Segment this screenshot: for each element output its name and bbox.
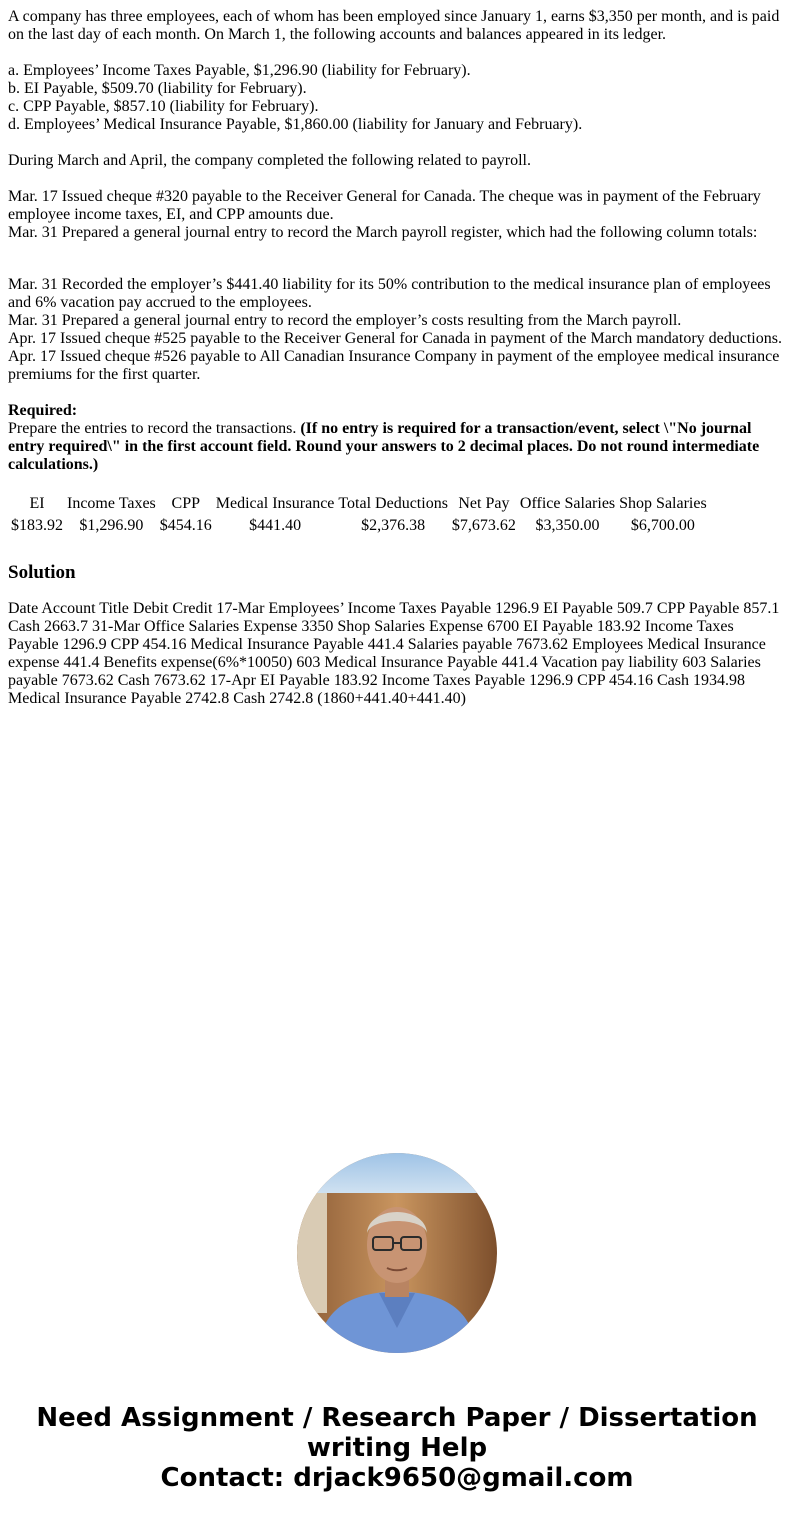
table-cell: $6,700.00 <box>630 517 695 534</box>
column-header: Income Taxes <box>67 495 156 512</box>
column-header: Total Deductions <box>338 495 448 512</box>
question-document <box>8 8 786 708</box>
ledger-account-item: b. EI Payable, $509.70 (liability for February). <box>8 80 307 97</box>
promo-line: writing Help <box>306 1433 488 1463</box>
ledger-accounts-list <box>8 62 786 134</box>
table-cell: $7,673.62 <box>451 517 516 534</box>
required-text: Prepare the entries to record the transactions. <box>8 420 301 437</box>
table-cell: $1,296.90 <box>79 517 144 534</box>
table-cell: $2,376.38 <box>361 517 426 534</box>
payroll-totals-table <box>8 492 710 538</box>
transaction-item: Apr. 17 Issued cheque #525 payable to the Receiver General for Canada in payment of the March mandatory deductions. <box>8 330 782 347</box>
required-heading: Required: <box>8 402 78 419</box>
required-instructions <box>8 420 786 474</box>
transaction-item: Mar. 31 Recorded the employer’s $441.40 liability for its 50% contribution to the medical insurance plan of employees and 6% vacation pay accrued to the employees. <box>8 276 771 311</box>
ledger-account-item: a. Employees’ Income Taxes Payable, $1,296.90 (liability for February). <box>8 62 471 79</box>
required-section <box>8 402 786 474</box>
solution-text: Date Account Title Debit Credit 17-Mar Employees’ Income Taxes Payable 1296.9 EI Payable 509.7 CPP Payable 857.1 Cash 2663.7 31-Mar Office Salaries Expense 3350 Shop Salaries Expense 6700 EI Payable 183.92 Income Taxes Payable 1296.9 CPP 454.16 Medical Insurance Payable 441.4 Salaries payable 7673.62 Employees Medical Insurance expense 441.4 Benefits expense(6%*10050) 603 Medical Insurance Payable 441.4 Vacation pay liability 603 Salaries payable 7673.62 Cash 7673.62 17-Apr EI Payable 183.92 Income Taxes Payable 1296.9 CPP 454.16 Cash 1934.98 Medical Insurance Payable 2742.8 Cash 2742.8 (1860+441.40+441.40) <box>8 600 780 707</box>
column-header: Medical Insurance <box>215 495 335 512</box>
author-avatar <box>297 1153 497 1353</box>
table-cell: $3,350.00 <box>535 517 600 534</box>
column-header: Shop Salaries <box>619 495 707 512</box>
table-cell: $183.92 <box>11 517 63 534</box>
promo-line: Need Assignment / Research Paper / Dissertation <box>36 1403 758 1433</box>
table-row <box>10 516 708 536</box>
transactions-list-second <box>8 276 786 384</box>
person-photo-icon <box>297 1153 497 1353</box>
promo-banner <box>0 1403 794 1493</box>
table-cell: $441.40 <box>249 517 302 534</box>
transaction-item: Mar. 31 Prepared a general journal entry to record the March payroll register, which had the following column totals: <box>8 224 758 241</box>
required-bold-note: (If no entry is required for a transaction/event, select \"No journal entry required\" in the first account field. Round your answers to 2 decimal places. Do not round intermediate calculations.) <box>8 420 760 473</box>
ledger-account-item: c. CPP Payable, $857.10 (liability for February). <box>8 98 319 115</box>
column-header: EI <box>29 495 45 512</box>
column-header: CPP <box>171 495 201 512</box>
column-header: Net Pay <box>458 495 510 512</box>
transactions-list-first <box>8 188 786 242</box>
column-header: Office Salaries <box>519 495 616 512</box>
promo-contact: Contact: drjack9650@gmail.com <box>160 1463 634 1493</box>
solution-heading: Solution <box>8 562 76 583</box>
transaction-item: Mar. 31 Prepared a general journal entry to record the employer’s costs resulting from the March payroll. <box>8 312 682 329</box>
intro-paragraph: A company has three employees, each of whom has been employed since January 1, earns $3,350 per month, and is paid on the last day of each month. On March 1, the following accounts and balances appeared in its ledger. <box>8 8 780 43</box>
during-paragraph: During March and April, the company completed the following related to payroll. <box>8 152 531 169</box>
table-header-row <box>10 494 708 514</box>
transaction-item: Apr. 17 Issued cheque #526 payable to All Canadian Insurance Company in payment of the employee medical insurance premiums for the first quarter. <box>8 348 780 383</box>
ledger-account-item: d. Employees’ Medical Insurance Payable, $1,860.00 (liability for January and February). <box>8 116 583 133</box>
transaction-item: Mar. 17 Issued cheque #320 payable to the Receiver General for Canada. The cheque was in payment of the February employee income taxes, EI, and CPP amounts due. <box>8 188 761 223</box>
table-cell: $454.16 <box>159 517 212 534</box>
